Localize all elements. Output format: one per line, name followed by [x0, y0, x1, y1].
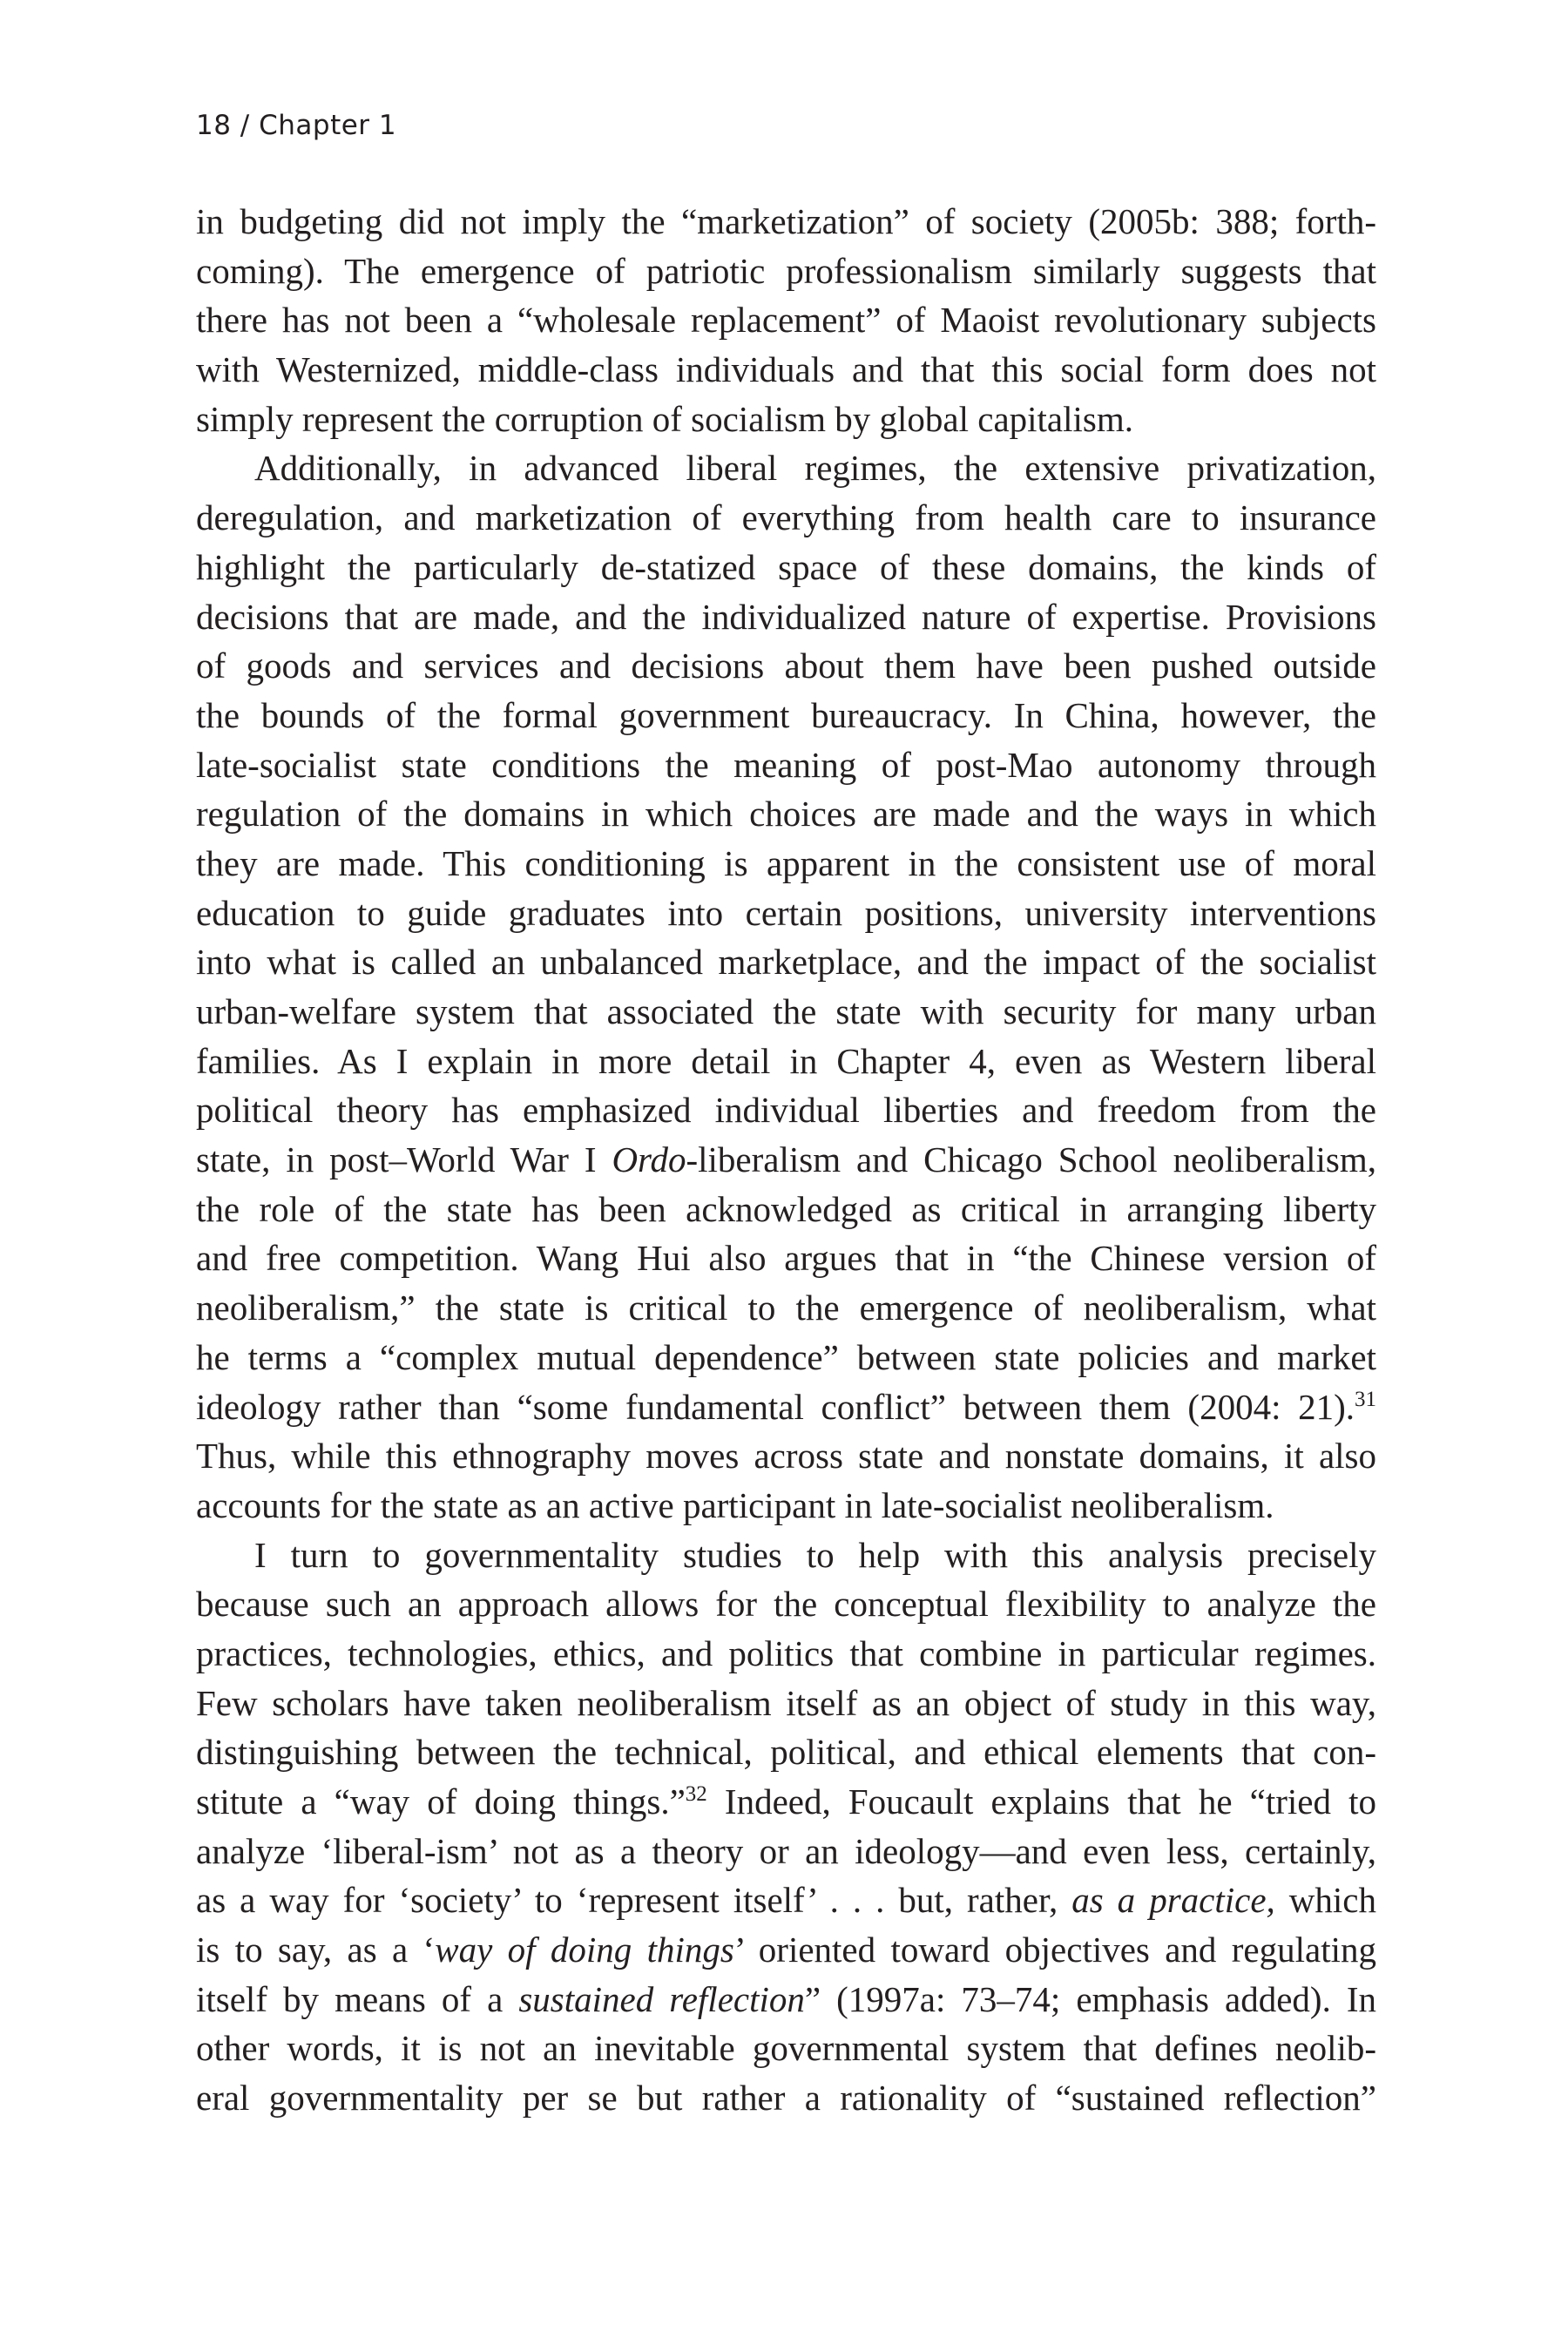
text-line: coming). The emergence of patriotic professionalism similarly suggests that — [196, 250, 1376, 291]
text-line — [196, 1925, 1376, 1975]
text-line: the role of the state has been acknowledged as critical in arranging liberty — [196, 1188, 1376, 1229]
text-run: ’ oriented toward objectives and regulating — [733, 1930, 1376, 1970]
text-line — [196, 1135, 1376, 1185]
text-line: I turn to governmentality studies to help with this analysis precisely — [254, 1534, 1376, 1575]
text-line: late-socialist state conditions the meaning of post-Mao autonomy through — [196, 744, 1376, 785]
text-line — [196, 1382, 1376, 1432]
text-line: education to guide graduates into certain positions, university interventions — [196, 892, 1376, 933]
text-line: decisions that are made, and the individualized nature of expertise. Provisions — [196, 596, 1376, 637]
text-run: is to say, as a ‘ — [196, 1930, 436, 1970]
text-run: Indeed, Foucault explains that he “tried to — [706, 1781, 1376, 1821]
text-line: Additionally, in advanced liberal regimes, the extensive privatization, — [254, 448, 1376, 489]
text-line — [196, 1777, 1376, 1827]
text-line: neoliberalism,” the state is critical to the emergence of neoliberalism, what — [196, 1288, 1376, 1328]
text-line: practices, technologies, ethics, and politics that combine in particular regimes. — [196, 1632, 1376, 1673]
text-line: Few scholars have taken neoliberalism itself as an object of study in this way, — [196, 1682, 1376, 1723]
text-run: itself by means of a — [196, 1978, 519, 2019]
text-run: -liberalism and Chicago School neoliberalism, — [686, 1139, 1376, 1180]
text-line: with Westernized, middle-class individuals and that this social form does not — [196, 349, 1376, 390]
text-line: Thus, while this ethnography moves across state and nonstate domains, it also — [196, 1436, 1376, 1477]
text-line: distinguishing between the technical, political, and ethical elements that con- — [196, 1732, 1376, 1773]
running-head: 18 / Chapter 1 — [196, 110, 397, 141]
text-line: highlight the particularly de-statized space of these domains, the kinds of — [196, 546, 1376, 587]
italic-term: sustained reflection — [518, 1978, 805, 2019]
text-line: deregulation, and marketization of everything from health care to insurance — [196, 497, 1376, 538]
text-line: analyze ‘liberal-ism’ not as a theory or an ideology—and even less, certainly, — [196, 1830, 1376, 1871]
text-line: there has not been a “wholesale replacement” of Maoist revolutionary subjects — [196, 300, 1376, 341]
text-line: because such an approach allows for the conceptual flexibility to analyze the — [196, 1584, 1376, 1625]
text-line: other words, it is not an inevitable governmental system that defines neolib- — [196, 2028, 1376, 2069]
text-run: as a way for ‘society’ to ‘represent itself’ . . . but, rather, — [196, 1880, 1072, 1921]
text-line: simply represent the corruption of socialism by global capitalism. — [196, 398, 1134, 439]
text-run: which — [1274, 1880, 1376, 1921]
text-line: urban-welfare system that associated the state with security for many urban — [196, 991, 1376, 1031]
text-line: regulation of the domains in which choices are made and the ways in which — [196, 794, 1376, 835]
text-line: political theory has emphasized individual liberties and freedom from the — [196, 1090, 1376, 1131]
footnote-marker: 32 — [685, 1782, 707, 1806]
italic-term: as a practice, — [1071, 1880, 1275, 1921]
body-text — [196, 197, 1376, 2123]
footnote-marker: 31 — [1355, 1387, 1376, 1411]
text-line — [196, 1975, 1376, 2024]
text-line: into what is called an unbalanced marketplace, and the impact of the socialist — [196, 942, 1376, 983]
text-line: eral governmentality per se but rather a rationality of “sustained reflection” — [196, 2078, 1376, 2119]
text-line: families. As I explain in more detail in Chapter 4, even as Western liberal — [196, 1040, 1376, 1081]
text-line: accounts for the state as an active participant in late-socialist neoliberalism. — [196, 1484, 1274, 1525]
text-line: in budgeting did not imply the “marketization” of society (2005b: 388; forth- — [196, 201, 1376, 241]
italic-term: way of doing things — [435, 1930, 734, 1970]
text-line: and free competition. Wang Hui also argues that in “the Chinese version of — [196, 1238, 1376, 1279]
text-run: stitute a “way of doing things.” — [196, 1781, 686, 1821]
italic-term: Ordo — [612, 1139, 686, 1180]
text-line — [196, 1876, 1376, 1925]
text-line: of goods and services and decisions about them have been pushed outside — [196, 645, 1376, 686]
text-run: ” (1997a: 73–74; emphasis added). In — [804, 1978, 1376, 2019]
text-line: the bounds of the formal government bureaucracy. In China, however, the — [196, 694, 1376, 735]
text-line: he terms a “complex mutual dependence” between state policies and market — [196, 1336, 1376, 1377]
text-run: ideology rather than “some fundamental conflict” between them (2004: 21). — [196, 1386, 1355, 1427]
text-run: state, in post–World War I — [196, 1139, 612, 1180]
text-line: they are made. This conditioning is apparent in the consistent use of moral — [196, 842, 1376, 883]
